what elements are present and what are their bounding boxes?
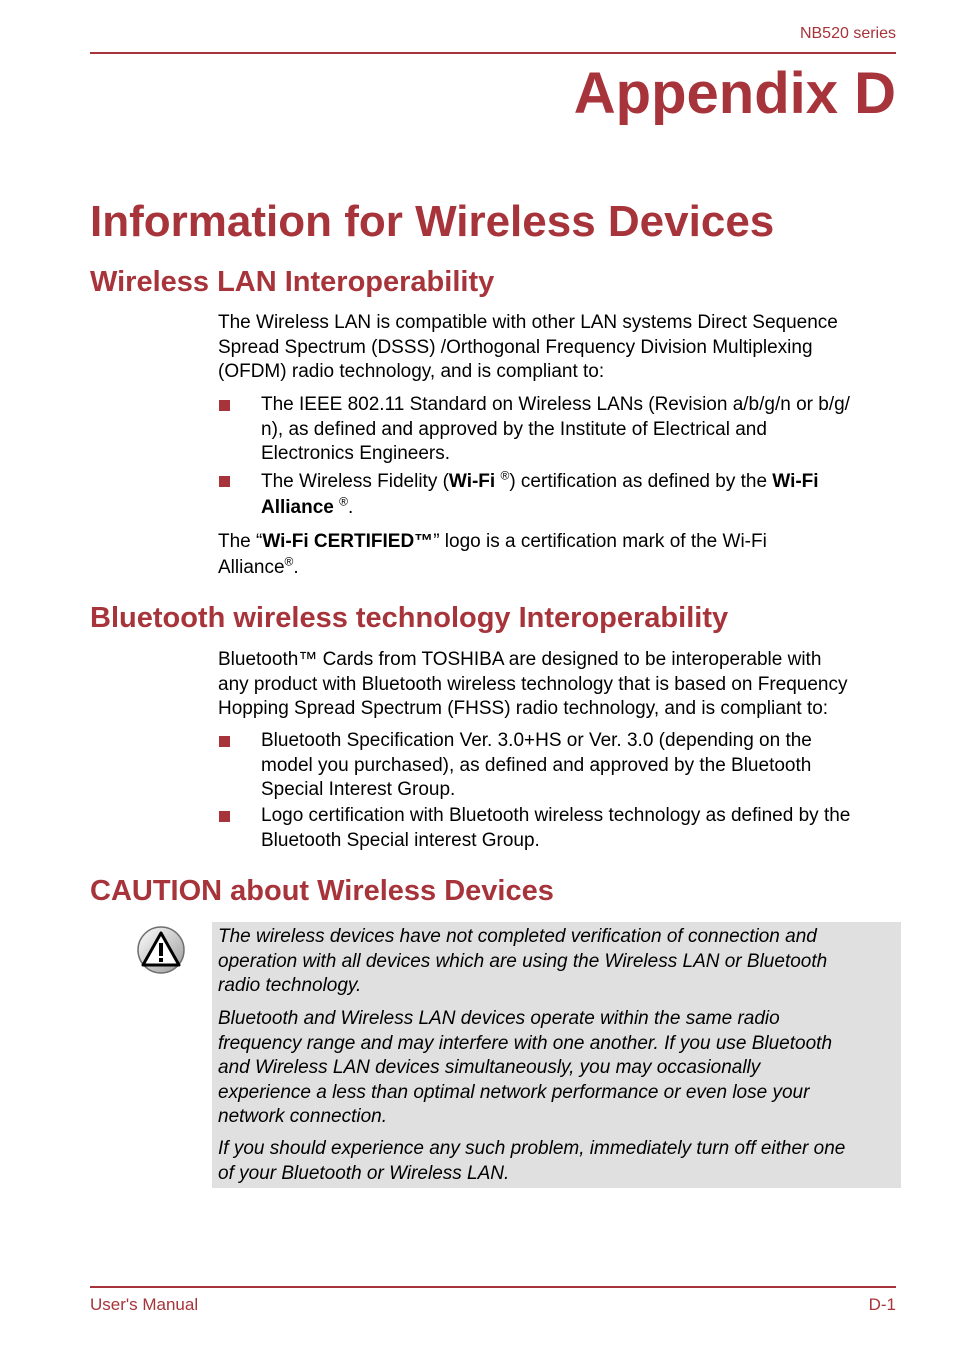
bullet-square-icon — [219, 476, 230, 487]
section-heading-bluetooth: Bluetooth wireless technology Interoperability — [90, 602, 729, 634]
header-rule — [90, 52, 896, 54]
chapter-title: Information for Wireless Devices — [90, 197, 775, 246]
header-series: NB520 series — [799, 25, 896, 42]
footer-manual-label: User's Manual — [90, 1295, 199, 1314]
list-item: The Wireless Fidelity (Wi-Fi ®) certification as defined by the Wi-Fi Alliance ®. — [218, 469, 898, 521]
list-item: Bluetooth Specification Ver. 3.0+HS or Ver. 3.0 (depending on the model you purchased), as defined and approved by the Bluetooth Special Interest Group. — [218, 729, 898, 803]
bullet-square-icon — [219, 736, 230, 747]
bullet-square-icon — [219, 811, 230, 822]
bullet-square-icon — [219, 400, 230, 411]
caution-paragraph: Bluetooth and Wireless LAN devices operate within the same radio frequency range and may interfere with one another. If you use Bluetooth and Wireless LAN devices simultaneously, you may occasionally experience a less than optimal network performance or even lose your network connection. — [218, 1008, 833, 1127]
list-item: Logo certification with Bluetooth wireless technology as defined by the Bluetooth Special interest Group. — [218, 804, 898, 853]
section-heading-wireless-lan: Wireless LAN Interoperability — [90, 266, 495, 298]
warning-triangle-icon — [136, 925, 186, 975]
caution-paragraph: If you should experience any such problem, immediately turn off either one of your Bluetooth or Wireless LAN. — [218, 1138, 846, 1184]
page-number: D-1 — [868, 1295, 896, 1314]
section-heading-caution: CAUTION about Wireless Devices — [90, 875, 554, 907]
list-item: The IEEE 802.11 Standard on Wireless LANs (Revision a/b/g/n or b/g/ n), as defined and approved by the Institute of Electrical and Electronics Engineers. — [218, 393, 898, 467]
bluetooth-intro: Bluetooth™ Cards from TOSHIBA are designed to be interoperable with any product with Bluetooth wireless technology that is based on Frequency Hopping Spread Spectrum (FHSS) radio technology, and is compliant to: — [218, 649, 848, 719]
footer-rule — [90, 1286, 896, 1288]
wireless-lan-intro: The Wireless LAN is compatible with other LAN systems Direct Sequence Spread Spectrum (DSSS) /Orthogonal Frequency Division Multiplexing (OFDM) radio technology, and is compliant to: — [218, 312, 838, 382]
wifi-logo-note: The “Wi-Fi CERTIFIED™” logo is a certification mark of the Wi-Fi Alliance®. — [218, 531, 767, 578]
caution-paragraph: The wireless devices have not completed verification of connection and operation with all devices which are using the Wireless LAN or Bluetooth radio technology. — [218, 926, 828, 996]
appendix-title: Appendix D — [573, 61, 896, 126]
